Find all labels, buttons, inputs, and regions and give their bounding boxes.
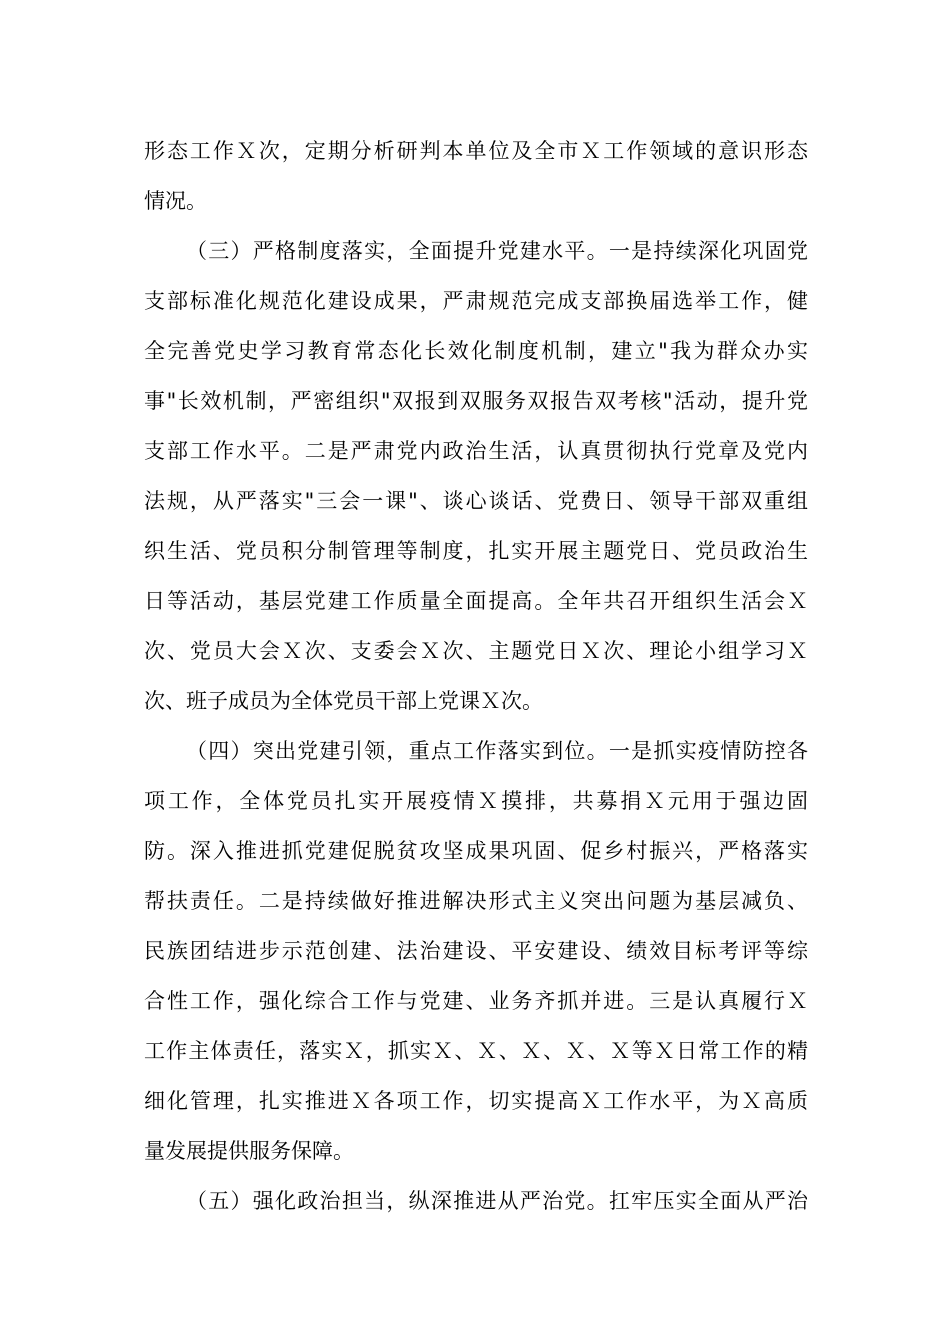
text-line: 工作主体责任，落实Ｘ，抓实Ｘ、Ｘ、Ｘ、Ｘ、Ｘ等Ｘ日常工作的精: [144, 1039, 808, 1063]
document-page: [144, 126, 808, 1226]
text-line: 织生活、党员积分制管理等制度，扎实开展主题党日、党员政治生: [144, 539, 808, 563]
text-line: 支部工作水平。二是严肃党内政治生活，认真贯彻执行党章及党内: [144, 439, 808, 463]
text-line: 帮扶责任。二是持续做好推进解决形式主义突出问题为基层减负、: [144, 889, 808, 913]
text-line: 防。深入推进抓党建促脱贫攻坚成果巩固、促乡村振兴，严格落实: [144, 839, 808, 863]
text-line: 支部标准化规范化建设成果，严肃规范完成支部换届选举工作，健: [144, 289, 808, 313]
text-line: 日等活动，基层党建工作质量全面提高。全年共召开组织生活会Ｘ: [144, 589, 808, 613]
paragraph-section-five: [144, 1176, 808, 1226]
paragraph-ideology-continued: [144, 126, 808, 226]
paragraph-section-four: [144, 726, 808, 1176]
paragraph-section-three: [144, 226, 808, 726]
text-line: 民族团结进步示范创建、法治建设、平安建设、绩效目标考评等综: [144, 939, 808, 963]
text-line: 情况。: [144, 189, 207, 213]
text-line: 形态工作Ｘ次，定期分析研判本单位及全市Ｘ工作领域的意识形态: [144, 139, 808, 163]
section-heading-line: （五）强化政治担当，纵深推进从严治党。扛牢压实全面从严治: [186, 1189, 808, 1213]
text-line: 次、党员大会Ｘ次、支委会Ｘ次、主题党日Ｘ次、理论小组学习Ｘ: [144, 639, 808, 663]
text-line: 合性工作，强化综合工作与党建、业务齐抓并进。三是认真履行Ｘ: [144, 989, 808, 1013]
text-line: 细化管理，扎实推进Ｘ各项工作，切实提高Ｘ工作水平，为Ｘ高质: [144, 1089, 808, 1113]
text-line: 事"长效机制，严密组织"双报到双服务双报告双考核"活动，提升党: [144, 389, 808, 413]
text-line: 法规，从严落实"三会一课"、谈心谈话、党费日、领导干部双重组: [144, 489, 808, 513]
section-heading-line: （四）突出党建引领，重点工作落实到位。一是抓实疫情防控各: [186, 739, 808, 763]
text-line: 项工作，全体党员扎实开展疫情Ｘ摸排，共募捐Ｘ元用于强边固: [144, 789, 808, 813]
text-line: 全完善党史学习教育常态化长效化制度机制，建立"我为群众办实: [144, 339, 808, 363]
text-line: 量发展提供服务保障。: [144, 1139, 354, 1163]
text-line: 次、班子成员为全体党员干部上党课Ｘ次。: [144, 689, 543, 713]
section-heading-line: （三）严格制度落实，全面提升党建水平。一是持续深化巩固党: [186, 239, 808, 263]
